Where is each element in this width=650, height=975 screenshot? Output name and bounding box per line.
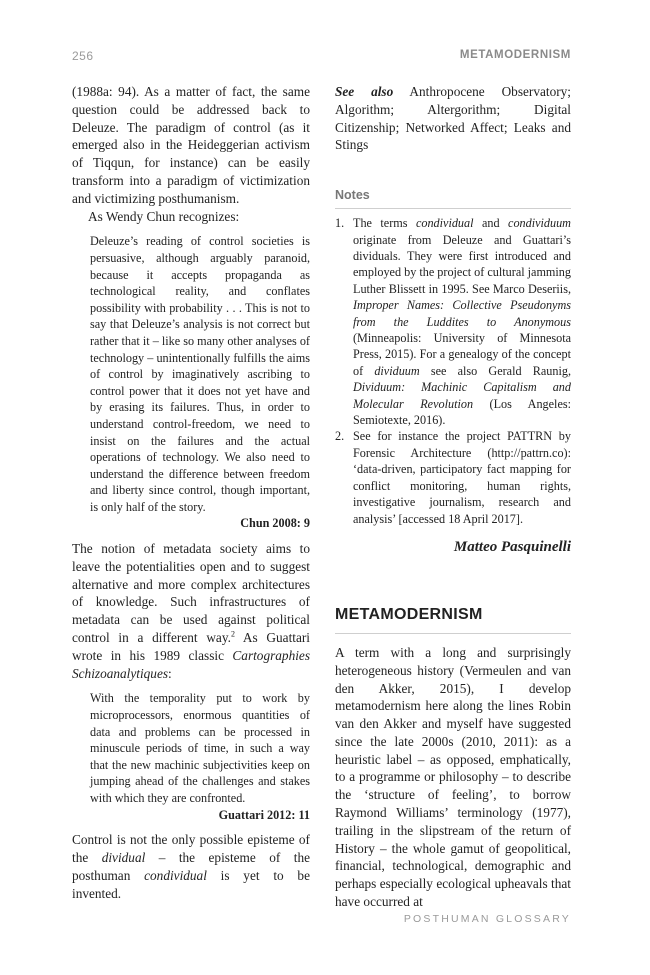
footnote-ref: 2 [230,629,235,639]
body-paragraph: (1988a: 94). As a matter of fact, the same question could be addressed back to Deleuze. The paradigm of control (as it emerged also in the Heideggerian activism of Tiqqun, for instance) can be easily transform into a paradigm of victimization and victimizing posthumanism. [72,84,310,206]
text-run: The terms [353,216,416,231]
text-run: Control is not the only possible episteme of the [72,832,310,865]
block-quote: With the temporality put to work by microprocessors, enormous quantities of data and problems can be processed in minuscule periods of time, in such a way that the new machinic subjectivities keep on jumping ahead of the challenges and stakes with which they are confronted. [90,691,310,805]
term: condividual [415,216,474,231]
see-also [335,83,571,154]
text-run: see also Gerald Raunig, [419,363,571,378]
page-number: 256 [72,49,94,63]
note-item [335,215,571,428]
text-run: – the episteme of the posthuman [72,849,310,883]
text-run: (Minneapolis: University of Minnesota Press, 2015). For a genealogy of the concept of [353,331,571,378]
term: condividuum [508,216,571,231]
text-run: As Guattari wrote in his 1989 classic [72,630,310,663]
note-text: See for instance the project PATTRN by Forensic Architecture (http://pattrn.co): ‘data-driven, participatory fact mapping for conflict monitoring, human rights, investigative journalism, research and analysis’ [accessed 18 April 2017]. [353,429,571,526]
note-number: 2. [335,429,345,444]
book-footer: POSTHUMAN GLOSSARY [403,913,571,925]
book-title: Dividuum: Machinic Capitalism and Molecular Revolution [353,380,571,411]
book-title: Improper Names: Collective Pseudonyms from the Luddites to Anonymous [353,298,571,329]
see-also-label: See also [335,84,394,99]
note-item [335,428,571,526]
text-run: and [473,216,509,231]
notes-heading: Notes [335,188,571,209]
right-column [335,83,571,911]
entry-author: Matteo Pasquinelli [453,538,571,555]
entry-title: METAMODERNISM [335,606,571,634]
term: dividuum [374,363,420,378]
body-paragraph [72,540,310,682]
text-run: : [168,665,172,681]
text-run: originate from Deleuze and Guattari’s dividuals. They were first introduced and employed by the project of cultural jamming Luther Blissett in 1995. See Marco Deseriis, [353,232,571,296]
body-paragraph [72,831,310,902]
running-head: METAMODERNISM [459,49,571,61]
quote-citation: Guattari 2012: 11 [218,807,310,822]
text-run: is yet to be invented. [72,867,310,901]
text-run: (Los Angeles: Semiotexte, 2016). [353,396,571,428]
term: condividual [144,867,207,883]
left-column [72,83,310,902]
body-paragraph: As Wendy Chun recognizes: [88,208,240,224]
body-paragraph: A term with a long and surprisingly heterogeneous history (Vermeulen and van den Akker, 2015), I develop metamodernism here along the lines Robin van den Akker and myself have suggested since the late 2000s (2010, 2011): as a heuristic label – as opposed, emphatically, to a programme or philosophy – to describe the ‘structure of feeling’, to borrow Raymond Williams’ terminology (1977), trailing in the slipstream of the return of History – the whole gamut of geopolitical, financial, technological, demographic and perhaps especially ecological upheavals that have occurred at [335,644,571,910]
term: dividual [101,849,146,865]
text-run: The notion of metadata society aims to leave the potentialities open and to suggest alternative and more complex architectures of knowledge. Such infrastructures of metadata can be used against political control in a different way. [72,541,310,646]
book-title: Cartographies Schizoanalytiques [72,647,310,681]
notes-list [335,215,571,527]
see-also-list: Anthropocene Observatory; Algorithm; Altergorithm; Digital Citizenship; Networked Affect; Leaks and Stings [335,84,571,153]
quote-citation: Chun 2008: 9 [240,516,310,531]
note-number: 1. [335,216,345,231]
block-quote: Deleuze’s reading of control societies is persuasive, although arguably paranoid, because it accepts propaganda as technological reality, and conflates possibility with probability . . . This is not to say that Deleuze’s analysis is not correct but rather that it – like so many other analyses of technology – unintentionally fulfills the aims of control by imaginatively ascribing to control power that it does not yet have and by erasing its failures. Thus, in order to understand control-freedom, we need to insist on the failures and the actual operations of technology. We also need to understand the difference between freedom and liberty since control, though important, is only half of the story. [90,234,310,514]
